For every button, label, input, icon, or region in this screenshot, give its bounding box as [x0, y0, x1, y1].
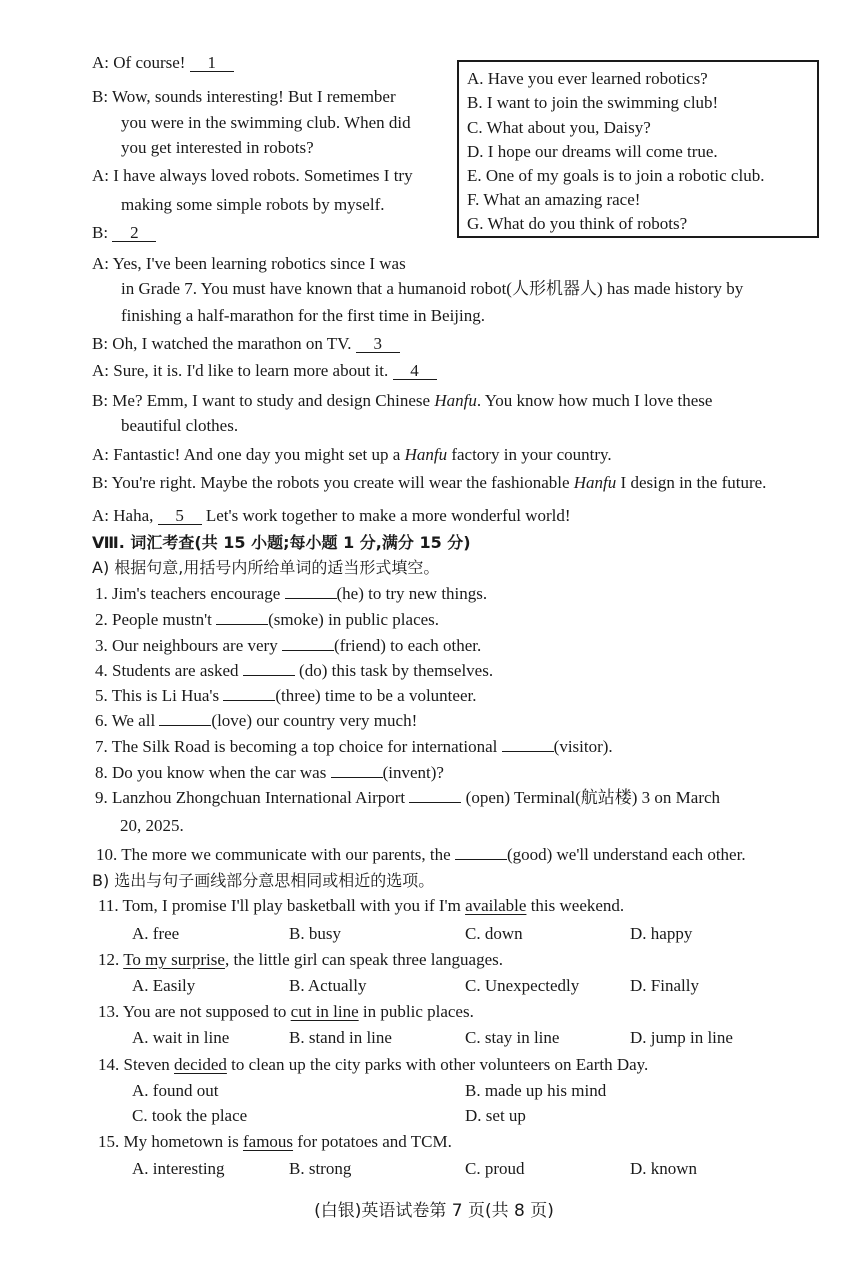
dialogue-line-14: beautiful clothes.: [121, 416, 239, 435]
dialogue-line-9: in Grade 7. You must have known that a humanoid robot(人形机器人) has made history by: [121, 279, 744, 298]
question-text: (invent)?: [382, 763, 444, 782]
page-footer: (白银)英语试卷第 7 页(共 8 页): [314, 1201, 554, 1221]
q14-option-d[interactable]: D. set up: [465, 1106, 526, 1125]
q11-option-b[interactable]: B. busy: [289, 924, 341, 943]
question-text: 10. The more we communicate with our parents, the: [96, 845, 455, 864]
q12-option-c[interactable]: C. Unexpectedly: [465, 976, 580, 995]
fill-question-9-cont: 20, 2025.: [120, 816, 184, 835]
option-g: G. What do you think of robots?: [467, 214, 688, 233]
underlined-phrase: decided: [174, 1055, 227, 1074]
underlined-phrase: famous: [242, 1132, 294, 1151]
option-e: E. One of my goals is to join a robotic club.: [467, 166, 765, 185]
fill-question-10: [96, 843, 746, 866]
q15-option-b[interactable]: B. strong: [289, 1159, 352, 1178]
question-text: 7. The Silk Road is becoming a top choice for international: [95, 737, 502, 756]
question-text: (do) this task by themselves.: [294, 661, 494, 680]
question-text: (smoke) in public places.: [268, 610, 440, 629]
answer-blank-5[interactable]: 5: [158, 505, 202, 525]
question-text: (love) our country very much!: [211, 711, 418, 730]
fill-blank[interactable]: [159, 709, 211, 726]
dialogue-text: . You know how much I love these: [476, 391, 713, 410]
option-f: F. What an amazing race!: [467, 190, 641, 209]
part-b-instruction: B) 选出与句子画线部分意思相同或相近的选项。: [92, 871, 435, 890]
fill-question-2: [95, 608, 439, 631]
dialogue-line-16: [92, 472, 766, 494]
fill-question-5: [95, 684, 476, 707]
q14-option-b[interactable]: B. made up his mind: [465, 1081, 607, 1100]
question-text: (three) time to be a volunteer.: [275, 686, 477, 705]
q13-option-c[interactable]: C. stay in line: [465, 1028, 560, 1047]
fill-blank[interactable]: [243, 659, 295, 676]
q12-option-d[interactable]: D. Finally: [630, 976, 699, 995]
part-a-instruction: A) 根据句意,用括号内所给单词的适当形式填空。: [92, 558, 440, 577]
question-text: (open) Terminal(航站楼) 3 on March: [461, 788, 721, 807]
underlined-phrase: To my surprise: [123, 950, 225, 969]
q13-option-b[interactable]: B. stand in line: [289, 1028, 392, 1047]
q11-option-d[interactable]: D. happy: [630, 924, 693, 943]
question-text: 6. We all: [95, 711, 160, 730]
option-d: D. I hope our dreams will come true.: [467, 142, 718, 161]
answer-blank-2[interactable]: 2: [112, 222, 156, 242]
q12-option-a[interactable]: A. Easily: [132, 976, 196, 995]
answer-blank-3[interactable]: 3: [356, 333, 400, 353]
question-text: 15. My hometown is: [98, 1132, 243, 1151]
question-text: 2. People mustn't: [95, 610, 217, 629]
dialogue-line-12: [92, 360, 437, 382]
fill-blank[interactable]: [282, 634, 334, 651]
question-text: 1. Jim's teachers encourage: [95, 584, 285, 603]
q11-option-c[interactable]: C. down: [465, 924, 523, 943]
question-text: to clean up the city parks with other volunteers on Earth Day.: [226, 1055, 649, 1074]
fill-blank[interactable]: [502, 735, 554, 752]
q14-option-a[interactable]: A. found out: [132, 1081, 219, 1100]
dialogue-line-13: [92, 390, 712, 412]
question-text: 11. Tom, I promise I'll play basketball with you if I'm: [98, 896, 466, 915]
dialogue-text: Let's work together to make a more wonderful world!: [201, 506, 571, 525]
dialogue-line-6: making some simple robots by myself.: [121, 195, 385, 214]
dialogue-line-4: you get interested in robots?: [121, 138, 314, 157]
question-text: (visitor).: [553, 737, 613, 756]
underlined-phrase: cut in line: [290, 1002, 359, 1021]
section-title: Ⅷ. 词汇考查(共 15 小题;每小题 1 分,满分 15 分): [92, 533, 471, 552]
q12-option-b[interactable]: B. Actually: [289, 976, 367, 995]
dialogue-line-8: A: Yes, I've been learning robotics since I was: [92, 254, 406, 273]
fill-blank[interactable]: [409, 786, 461, 803]
question-text: for potatoes and TCM.: [293, 1132, 452, 1151]
question-text: (friend) to each other.: [333, 636, 482, 655]
question-number: 12.: [98, 950, 124, 969]
options-box: [457, 60, 819, 238]
mc-question-12: [98, 949, 503, 971]
mc-question-14: [98, 1054, 648, 1076]
hanfu-term: Hanfu: [434, 391, 477, 410]
q13-option-d[interactable]: D. jump in line: [630, 1028, 733, 1047]
question-text: 3. Our neighbours are very: [95, 636, 282, 655]
question-text: 13. You are not supposed to: [98, 1002, 291, 1021]
q11-option-a[interactable]: A. free: [132, 924, 180, 943]
hanfu-term: Hanfu: [573, 473, 617, 492]
dialogue-line-3: you were in the swimming club. When did: [121, 113, 411, 132]
dialogue-text: A: Fantastic! And one day you might set up a: [92, 445, 405, 464]
fill-blank[interactable]: [223, 684, 275, 701]
question-text: 9. Lanzhou Zhongchuan International Airport: [95, 788, 410, 807]
fill-blank[interactable]: [216, 608, 268, 625]
dialogue-text: A: Of course!: [92, 53, 190, 72]
dialogue-line-17: [92, 505, 571, 527]
fill-question-8: [95, 761, 444, 784]
fill-question-3: [95, 634, 481, 657]
dialogue-line-1: [92, 52, 234, 74]
question-text: (good) we'll understand each other.: [506, 845, 746, 864]
question-text: 14. Steven: [98, 1055, 175, 1074]
option-c: C. What about you, Daisy?: [467, 118, 651, 137]
q15-option-a[interactable]: A. interesting: [132, 1159, 225, 1178]
q14-option-c[interactable]: C. took the place: [132, 1106, 248, 1125]
dialogue-line-11: [92, 333, 400, 355]
underlined-phrase: available: [465, 896, 527, 915]
question-text: , the little girl can speak three languages.: [224, 950, 503, 969]
fill-question-6: [95, 709, 417, 732]
q13-option-a[interactable]: A. wait in line: [132, 1028, 230, 1047]
question-text: in public places.: [358, 1002, 474, 1021]
answer-blank-1[interactable]: 1: [190, 52, 234, 72]
option-a: A. Have you ever learned robotics?: [467, 69, 708, 88]
dialogue-text: A: Sure, it is. I'd like to learn more about it.: [92, 361, 393, 380]
question-text: 8. Do you know when the car was: [95, 763, 331, 782]
hanfu-term: Hanfu: [404, 445, 448, 464]
dialogue-text: B:: [92, 223, 113, 242]
dialogue-text: B: Me? Emm, I want to study and design Chinese: [92, 391, 435, 410]
dialogue-text: factory in your country.: [447, 445, 612, 464]
dialogue-line-5: A: I have always loved robots. Sometimes I try: [92, 166, 413, 185]
fill-blank[interactable]: [455, 843, 507, 860]
dialogue-line-10: finishing a half-marathon for the first time in Beijing.: [121, 306, 485, 325]
mc-question-13: [98, 1001, 474, 1023]
answer-blank-4[interactable]: 4: [393, 360, 437, 380]
dialogue-line-15: [92, 444, 612, 466]
mc-question-11: [98, 895, 624, 917]
fill-question-4: [95, 659, 493, 682]
dialogue-text: B: You're right. Maybe the robots you create will wear the fashionable: [92, 473, 574, 492]
question-text: 4. Students are asked: [95, 661, 243, 680]
fill-question-1: [95, 582, 487, 605]
question-text: 5. This is Li Hua's: [95, 686, 224, 705]
question-text: (he) to try new things.: [336, 584, 488, 603]
fill-blank[interactable]: [285, 582, 337, 599]
option-b: B. I want to join the swimming club!: [467, 93, 719, 112]
dialogue-line-7: [92, 222, 156, 244]
dialogue-line-2: B: Wow, sounds interesting! But I remember: [92, 87, 396, 106]
dialogue-text: A: Haha,: [92, 506, 158, 525]
dialogue-text: B: Oh, I watched the marathon on TV.: [92, 334, 356, 353]
fill-blank[interactable]: [331, 761, 383, 778]
fill-question-7: [95, 735, 613, 758]
mc-question-15: [98, 1131, 452, 1153]
fill-question-9: [95, 786, 720, 809]
dialogue-text: I design in the future.: [616, 473, 767, 492]
q15-option-d[interactable]: D. known: [630, 1159, 698, 1178]
question-text: this weekend.: [526, 896, 625, 915]
q15-option-c[interactable]: C. proud: [465, 1159, 525, 1178]
